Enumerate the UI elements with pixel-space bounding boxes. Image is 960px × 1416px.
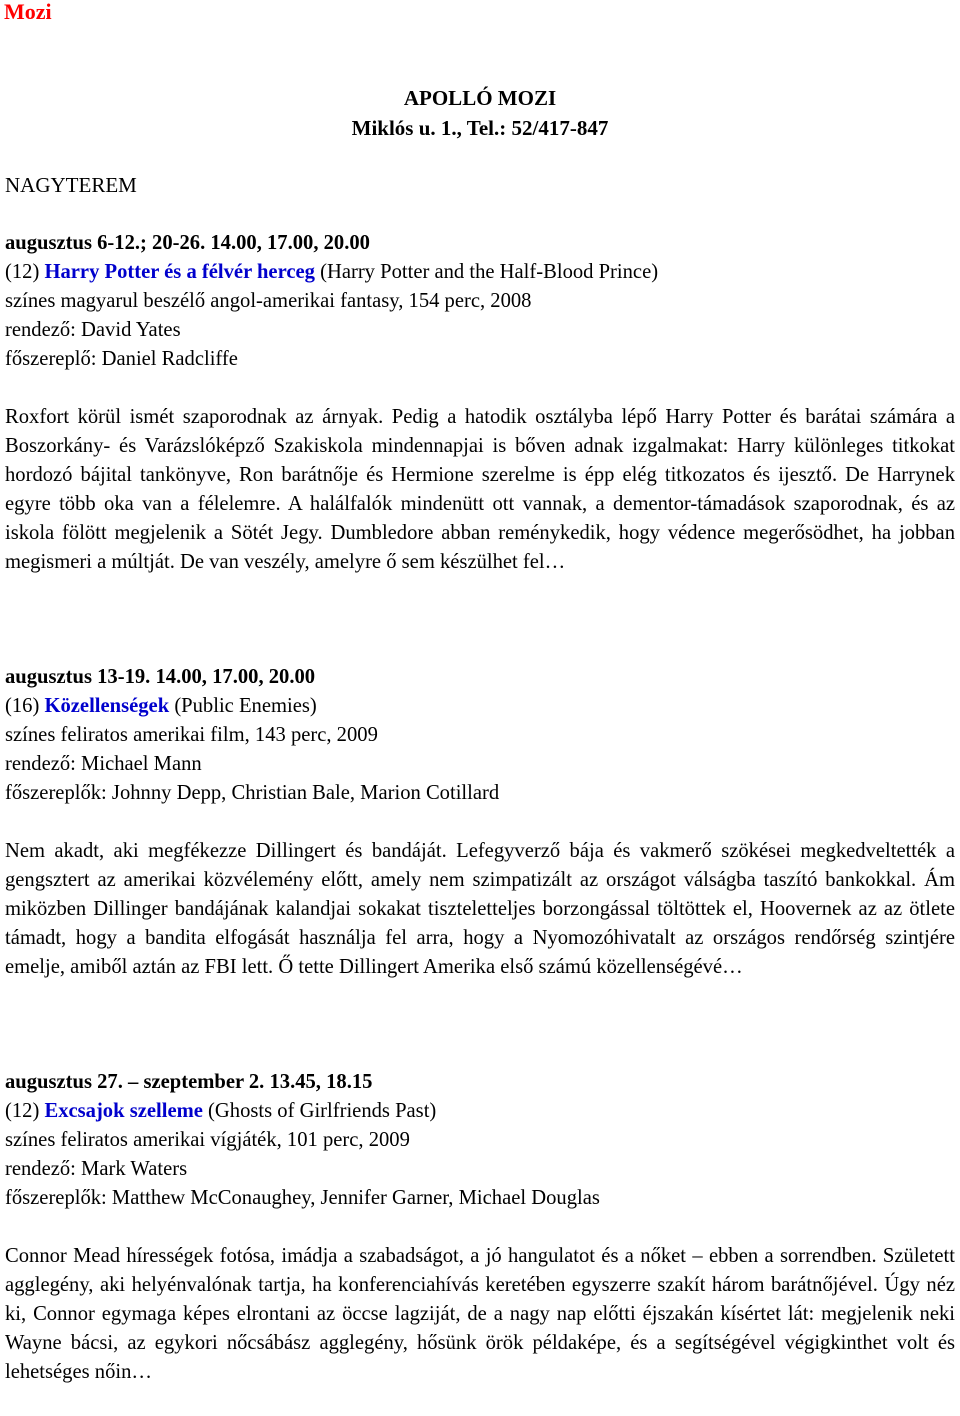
film-title: Harry Potter és a félvér herceg bbox=[44, 261, 315, 283]
film-description: Roxfort körül ismét szaporodnak az árnyak. Pedig a hatodik osztályba lépő Harry Potter és barátai számára a Boszorkány- és Varázslóképző Szakiskola mindennapjai is bőven adnak izgalmakat: Harry különleges titkokat hordozó bájital tankönyve, Ron barátnője és Hermione szerelme is épp elég titkozatos és ijesztő. De Harrynek egyre több oka van a félelemre. A halálfalók mindenütt ott vannak, a dementor-támadások szaporodnak, és az iskola fölött megjelenik a Sötét Jegy. Dumbledore abban reménykedik, hogy védence megerősödhet, ha jobban megismeri a múltját. De van veszély, amelyre ő sem készülhet fel… bbox=[5, 406, 955, 573]
film-director: rendező: Michael Mann bbox=[5, 753, 202, 775]
film-entry-1 bbox=[5, 229, 955, 374]
film-info: színes feliratos amerikai vígjáték, 101 perc, 2009 bbox=[5, 1129, 410, 1151]
film-cast: főszereplők: Matthew McConaughey, Jennifer Garner, Michael Douglas bbox=[5, 1187, 600, 1209]
cinema-name: APOLLÓ MOZI bbox=[403, 86, 557, 110]
film-original-title: (Harry Potter and the Half-Blood Prince) bbox=[320, 261, 659, 283]
film-info: színes feliratos amerikai film, 143 perc, 2009 bbox=[5, 724, 378, 746]
film-cast: főszereplő: Daniel Radcliffe bbox=[5, 348, 238, 370]
film-description: Connor Mead hírességek fotósa, imádja a szabadságot, a jó hangulatot és a nőket – ebben a sorrendben. Született agglegény, aki helyénvalónak tartja, ha konferenciahívás keretében egyszerre szakít három barátnőjével. Úgy néz ki, Connor egymaga képes elrontani az öccse lagziját, de a nagy nap előtti éjszakán kísértet lát: megjelenik neki Wayne bácsi, az egykori nőcsábász agglegény, hősünk örök példaképe, és a segítségével végigkinthet volt és lehetséges nőin… bbox=[5, 1245, 955, 1383]
film-info: színes magyarul beszélő angol-amerikai fantasy, 154 perc, 2008 bbox=[5, 290, 532, 312]
film-rating: (12) bbox=[5, 261, 40, 283]
film-schedule: augusztus 27. – szeptember 2. 13.45, 18.15 bbox=[5, 1071, 373, 1093]
film-description: Nem akadt, aki megfékezze Dillingert és bandáját. Lefegyverző bája és vakmerő szökései megkedveltették a gengsztert az amerikai közvélemény előtt, amely nem szimpatizált az országot válságba taszító bankokkal. Ám miközben Dillinger bandájának kalandjai sokakat tiszteletteljes borzongással töltöttek el, Hoovernek az az ötlete támadt, hogy a bandita elfogását használja fel arra, hogy a Nyomozóhivatalt az országos rendőrség szintjére emelje, amiből aztán az FBI lett. Ő tette Dillingert Amerika első számú közellenségévé… bbox=[5, 840, 955, 978]
film-rating: (12) bbox=[5, 1100, 40, 1122]
film-title-line bbox=[5, 258, 955, 287]
cinema-header bbox=[0, 83, 960, 143]
page-title: Mozi bbox=[4, 0, 52, 24]
film-director: rendező: Mark Waters bbox=[5, 1158, 188, 1180]
film-title-line bbox=[5, 1097, 955, 1126]
film-title: Közellenségek bbox=[44, 695, 170, 717]
film-cast: főszereplők: Johnny Depp, Christian Bale, Marion Cotillard bbox=[5, 782, 500, 804]
film-entry-3 bbox=[5, 1068, 955, 1213]
film-schedule: augusztus 6-12.; 20-26. 14.00, 17.00, 20.00 bbox=[5, 232, 370, 254]
film-original-title: (Public Enemies) bbox=[174, 695, 317, 717]
film-director: rendező: David Yates bbox=[5, 319, 181, 341]
film-entry-2 bbox=[5, 663, 955, 808]
hall-name: NAGYTEREM bbox=[5, 173, 137, 197]
film-schedule: augusztus 13-19. 14.00, 17.00, 20.00 bbox=[5, 666, 316, 688]
cinema-address: Miklós u. 1., Tel.: 52/417-847 bbox=[351, 116, 609, 140]
film-rating: (16) bbox=[5, 695, 40, 717]
film-title: Excsajok szelleme bbox=[44, 1100, 203, 1122]
film-original-title: (Ghosts of Girlfriends Past) bbox=[208, 1100, 437, 1122]
film-title-line bbox=[5, 692, 955, 721]
